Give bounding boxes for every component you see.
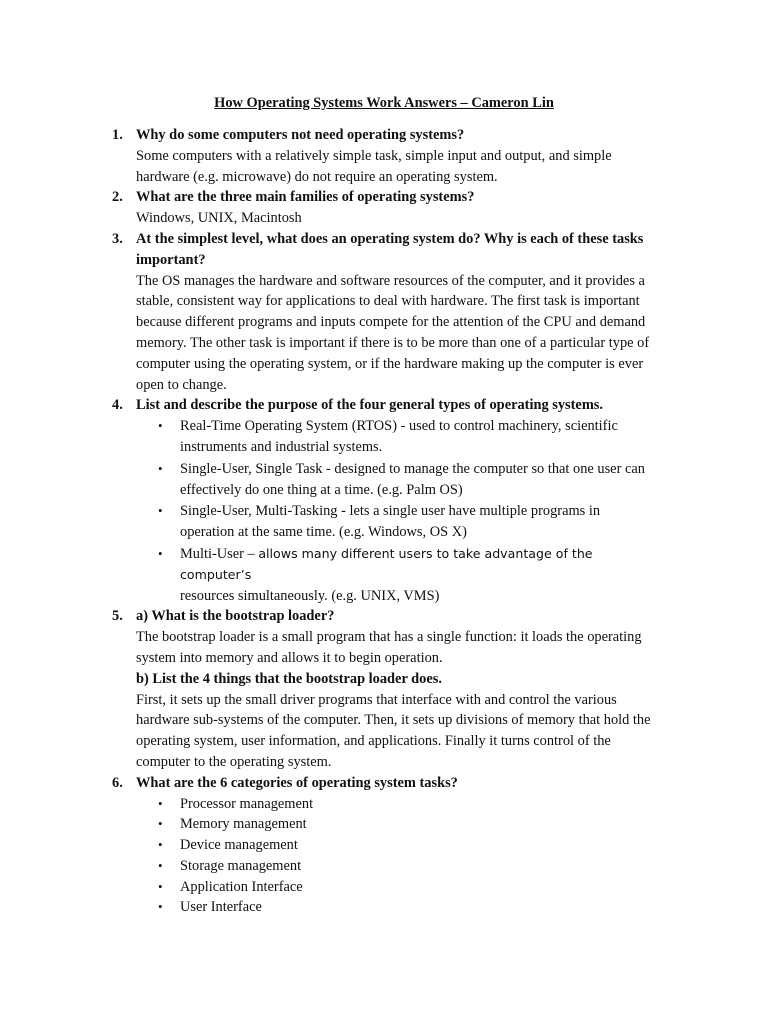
question-text: At the simplest level, what does an operating system do? Why is each of these tasks important? — [136, 230, 644, 268]
question-number: 4. — [112, 397, 123, 414]
answer-text-a: The bootstrap loader is a small program that has a single function: it loads the operating system into memory and allows it to begin operation. — [136, 629, 642, 666]
bullet-item-multi-user — [136, 544, 656, 606]
bullet-item-single-user-multi-tasking — [136, 501, 656, 543]
bullet-text: Device management — [180, 837, 298, 854]
question-number: 6. — [112, 774, 123, 791]
bullet-icon: • — [158, 857, 163, 873]
question-text: What are the three main families of operating systems? — [136, 189, 475, 206]
question-text: List and describe the purpose of the four general types of operating systems. — [136, 397, 604, 414]
bullet-text: User Interface — [180, 899, 262, 916]
bullet-text-sans: allows many different users to take advantage of the computer’s — [180, 545, 593, 582]
bullet-icon: • — [158, 816, 163, 832]
question-text-b: b) List the 4 things that the bootstrap loader does. — [136, 670, 442, 687]
bullet-item-rtos — [136, 416, 656, 458]
question-4 — [112, 395, 656, 606]
question-2 — [112, 187, 656, 229]
answer-text: Some computers with a relatively simple task, simple input and output, and simple hardware (e.g. microwave) do not require an operating system. — [136, 147, 612, 185]
bullet-icon: • — [158, 460, 163, 476]
question-number: 3. — [112, 230, 123, 247]
question-5 — [112, 606, 656, 772]
bullet-item — [136, 794, 656, 815]
answer-text-b: First, it sets up the small driver programs that interface with and control the various hardware sub-systems of the computer. Then, it sets up divisions of memory that hold the operating system, user information, and applications. Finally it turns control of the computer to the operating system. — [136, 691, 651, 770]
question-6 — [112, 773, 656, 919]
bullet-text: Application Interface — [180, 878, 303, 895]
bullet-text-start: Multi-User – — [180, 545, 259, 562]
answer-text: Windows, UNIX, Macintosh — [136, 210, 302, 227]
bullet-item-single-user-single-task — [136, 459, 656, 501]
question-text-a: a) What is the bootstrap loader? — [136, 608, 335, 625]
question-text: What are the 6 categories of operating system tasks? — [136, 774, 458, 791]
question-1 — [112, 125, 656, 187]
bullet-icon: • — [158, 503, 163, 519]
bullet-text: Single-User, Multi-Tasking - lets a single user have multiple programs in operation at the same time. (e.g. Windows, OS X) — [180, 503, 601, 541]
bullet-text: Processor management — [180, 795, 314, 812]
bullet-item — [136, 877, 656, 898]
bullet-text: Single-User, Single Task - designed to manage the computer so that one user can effectively do one thing at a time. (e.g. Palm OS) — [180, 460, 645, 498]
bullet-item — [136, 856, 656, 877]
answer-text: The OS manages the hardware and software resources of the computer, and it provides a stable, consistent way for applications to deal with hardware. The first task is important because different programs and inputs compete for the attention of the CPU and demand memory. The other task is important if there is to be more than one of a particular type of computer using the operating system, or if the hardware making up the computer is ever open to change. — [136, 272, 650, 393]
bullet-text-end: resources simultaneously. (e.g. UNIX, VMS) — [180, 587, 440, 604]
bullet-icon: • — [158, 545, 163, 561]
question-number: 1. — [112, 127, 123, 143]
bullet-icon: • — [158, 878, 163, 894]
question-list — [112, 125, 656, 918]
question-3 — [112, 229, 656, 395]
bullet-list — [136, 794, 656, 919]
bullet-item — [136, 897, 656, 918]
bullet-icon: • — [158, 418, 163, 434]
question-text: Why do some computers not need operating systems? — [136, 127, 465, 143]
bullet-text: Storage management — [180, 857, 302, 874]
bullet-item — [136, 835, 656, 856]
question-number: 5. — [112, 608, 123, 625]
bullet-list — [136, 416, 656, 606]
bullet-icon: • — [158, 837, 163, 853]
bullet-icon: • — [158, 795, 163, 811]
bullet-text: Real-Time Operating System (RTOS) - used to control machinery, scientific instruments and industrial systems. — [180, 418, 618, 455]
bullet-text: Memory management — [180, 816, 307, 833]
document-title: How Operating Systems Work Answers – Cameron Lin — [214, 95, 554, 111]
bullet-icon: • — [158, 899, 163, 915]
bullet-item — [136, 814, 656, 835]
question-number: 2. — [112, 189, 123, 206]
